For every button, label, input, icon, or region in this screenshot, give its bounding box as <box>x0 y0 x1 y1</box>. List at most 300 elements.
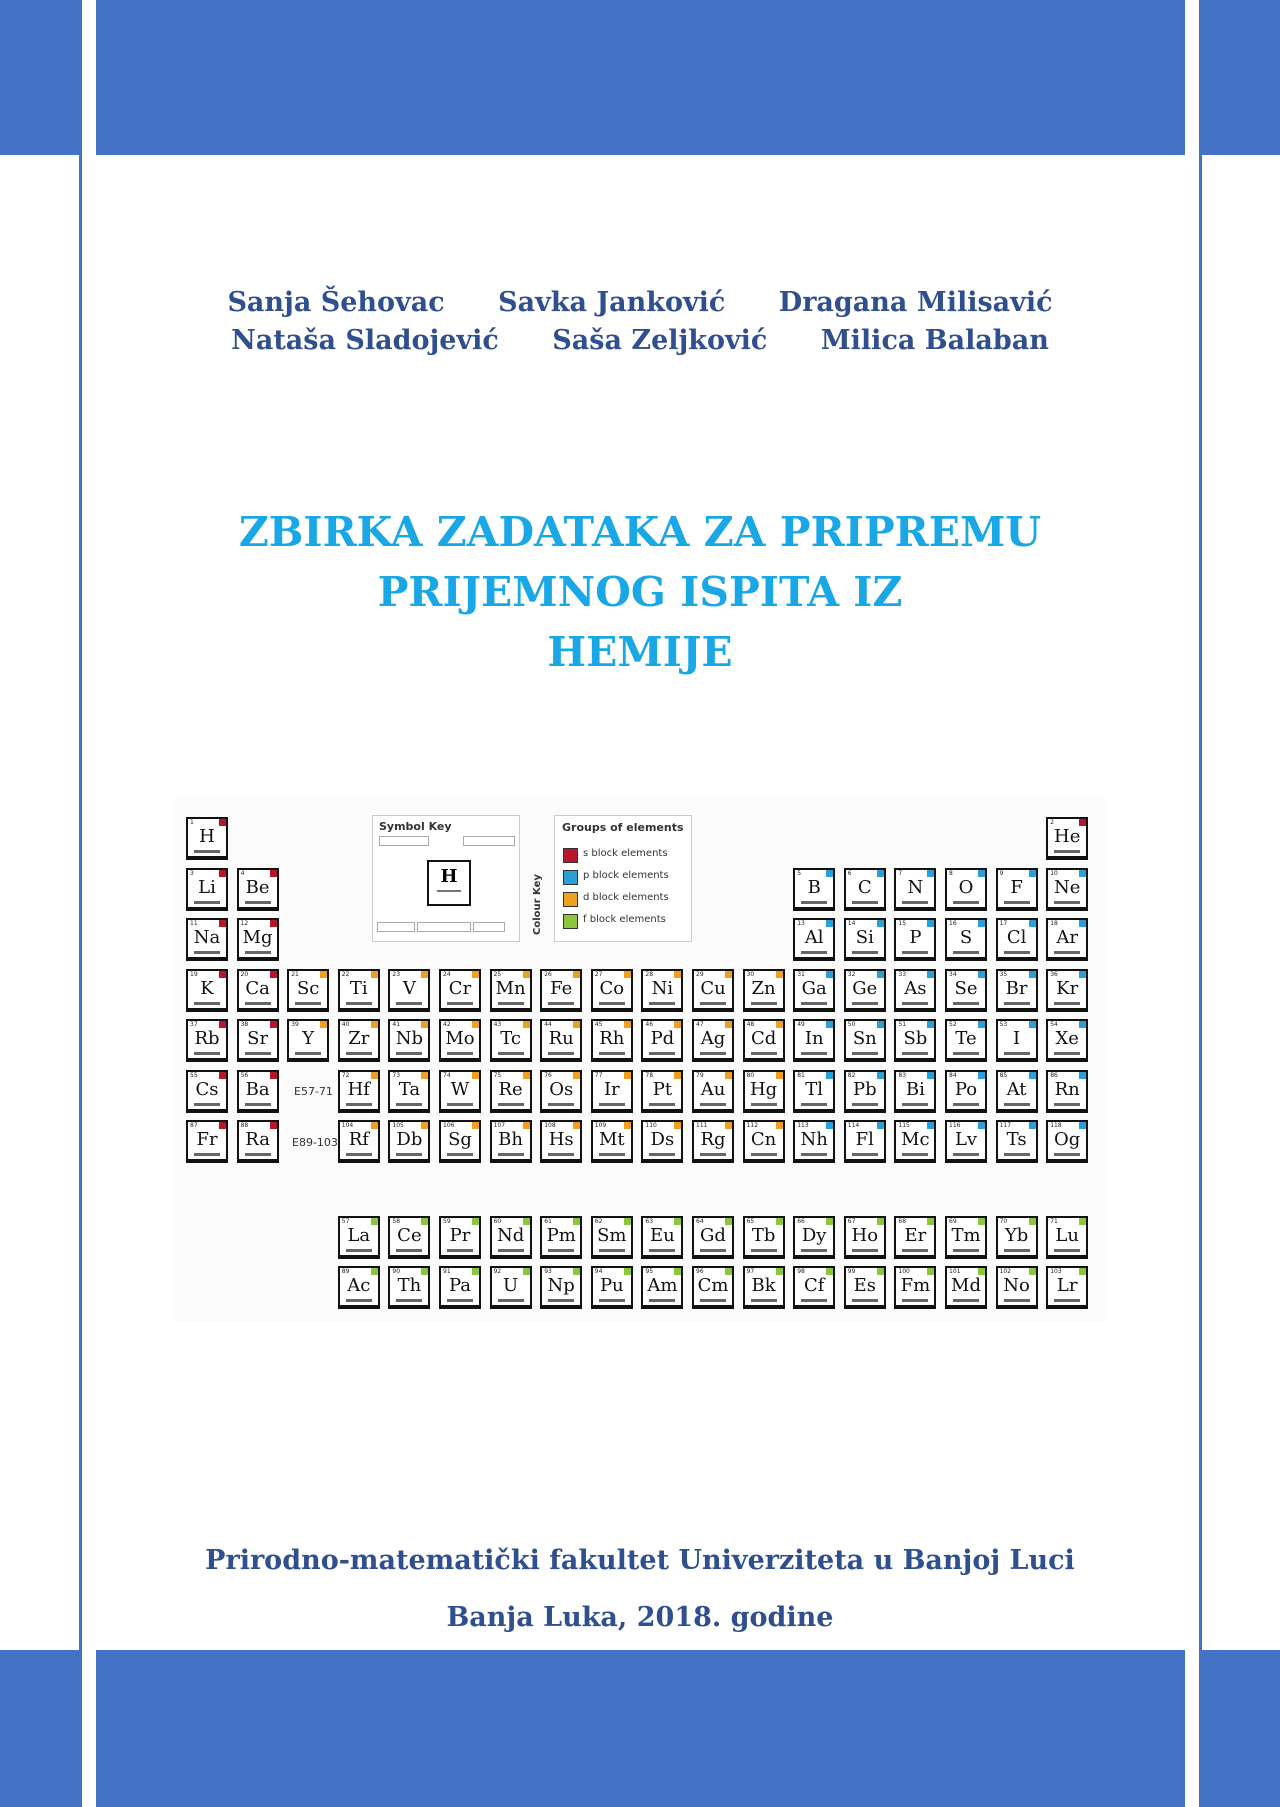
element-cell-xe <box>1046 1019 1088 1062</box>
atomic-number: 36 <box>1050 970 1058 978</box>
atomic-number: 11 <box>190 920 198 927</box>
element-name-line <box>751 1249 777 1252</box>
atomic-number: 4 <box>240 869 245 877</box>
block-color-marker <box>320 1021 327 1028</box>
element-cell-i <box>996 1019 1038 1062</box>
atomic-number: 93 <box>544 1268 552 1275</box>
element-symbol: Te <box>955 1028 977 1049</box>
element-cell-cl <box>996 918 1038 961</box>
element-cell-fe <box>540 969 582 1012</box>
atomic-number: 53 <box>999 1021 1008 1028</box>
element-cell-sb <box>894 1019 936 1062</box>
block-color-marker <box>725 1218 732 1225</box>
element-name-line <box>1054 1249 1080 1252</box>
element-symbol: Cr <box>448 977 472 999</box>
element-name-line <box>447 1299 473 1302</box>
block-color-marker <box>877 1218 884 1225</box>
element-symbol: Pb <box>852 1078 877 1100</box>
block-color-marker <box>927 870 934 877</box>
element-name-line <box>649 1052 675 1055</box>
atomic-number: 82 <box>847 1071 856 1079</box>
element-name-line <box>953 1299 979 1302</box>
element-symbol: Au <box>700 1078 726 1100</box>
element-name-line <box>1054 1153 1080 1156</box>
title-line-2: PRIJEMNOG ISPITA IZ <box>377 568 903 616</box>
element-name-line <box>1054 850 1080 853</box>
element-symbol: Pt <box>652 1078 673 1100</box>
atomic-number: 28 <box>645 970 654 978</box>
atomic-number: 83 <box>898 1071 907 1079</box>
element-name-line <box>751 1002 777 1005</box>
element-symbol: La <box>347 1225 371 1246</box>
element-name-line <box>1054 951 1080 954</box>
element-symbol: O <box>958 876 974 898</box>
atomic-number: 115 <box>898 1122 910 1129</box>
block-color-marker <box>776 1218 783 1225</box>
element-cell-mg <box>237 918 279 961</box>
element-symbol: Cl <box>1006 927 1027 948</box>
atomic-number: 46 <box>645 1021 654 1028</box>
block-color-marker <box>826 971 833 978</box>
block-color-marker <box>1029 1268 1036 1275</box>
element-name-line <box>194 951 220 954</box>
block-color-marker <box>270 920 277 927</box>
atomic-number: 102 <box>999 1268 1012 1275</box>
element-cell-c <box>844 868 886 911</box>
legend-label: d block elements <box>583 892 669 903</box>
element-name-line <box>700 1002 726 1005</box>
element-name-line <box>447 1002 473 1005</box>
block-color-marker <box>927 1072 934 1079</box>
atomic-number: 73 <box>392 1071 401 1079</box>
author: Nataša Sladojević <box>231 325 499 356</box>
element-cell-ti <box>338 969 380 1012</box>
block-color-marker <box>1079 1072 1086 1079</box>
element-name-line <box>902 1103 928 1106</box>
atomic-number: 100 <box>898 1268 910 1275</box>
element-cell-s <box>945 918 987 961</box>
atomic-number: 90 <box>392 1268 401 1275</box>
element-symbol: Li <box>198 876 216 898</box>
block-color-marker <box>624 1122 631 1129</box>
element-symbol: He <box>1054 826 1081 847</box>
element-symbol: Cu <box>700 977 726 999</box>
atomic-number: 84 <box>949 1071 957 1079</box>
element-cell-tm <box>945 1216 987 1259</box>
element-cell-mt <box>591 1120 633 1163</box>
atomic-number: 112 <box>746 1122 759 1129</box>
block-color-marker <box>1079 819 1086 826</box>
element-cell-cu <box>692 969 734 1012</box>
author: Savka Janković <box>498 287 726 318</box>
symbol-key-example-cell <box>427 860 471 906</box>
element-symbol: Db <box>396 1129 423 1150</box>
element-cell-fr <box>186 1120 228 1163</box>
element-cell-rn <box>1046 1070 1088 1113</box>
element-cell-nb <box>388 1019 430 1062</box>
element-symbol: Ba <box>245 1078 270 1100</box>
element-name-line <box>396 1249 422 1252</box>
element-cell-si <box>844 918 886 961</box>
element-symbol: Fr <box>196 1129 218 1150</box>
block-color-marker <box>1029 1072 1036 1079</box>
element-name-line <box>447 1249 473 1252</box>
element-cell-db <box>388 1120 430 1163</box>
block-color-marker <box>1029 1021 1036 1028</box>
element-cell-yb <box>996 1216 1038 1259</box>
element-name-line <box>801 1249 827 1252</box>
element-name-line <box>245 901 271 904</box>
legend-swatch <box>563 870 578 885</box>
block-color-marker <box>927 971 934 978</box>
element-name-line <box>700 1052 726 1055</box>
element-name-line <box>1004 1299 1030 1302</box>
author: Saša Zeljković <box>552 325 768 356</box>
atomic-number: 70 <box>999 1218 1008 1225</box>
atomic-number: 35 <box>999 970 1008 978</box>
block-color-marker <box>674 1122 681 1129</box>
element-name-line <box>447 1153 473 1156</box>
element-symbol: Eu <box>650 1225 675 1246</box>
element-symbol: B <box>807 876 821 898</box>
block-color-marker <box>1029 1122 1036 1129</box>
atomic-number: 13 <box>797 920 805 927</box>
block-color-marker <box>776 1021 783 1028</box>
element-name-line <box>801 1299 827 1302</box>
element-name-line <box>1054 1002 1080 1005</box>
element-cell-ar <box>1046 918 1088 961</box>
element-name-line <box>801 1153 827 1156</box>
element-cell-p <box>894 918 936 961</box>
title-line-1: ZBIRKA ZADATAKA ZA PRIPREMU <box>238 508 1042 556</box>
element-symbol: Ta <box>398 1078 421 1100</box>
element-symbol: Sr <box>247 1028 269 1049</box>
element-symbol: Si <box>855 927 874 948</box>
element-name-line <box>801 1052 827 1055</box>
element-cell-ce <box>388 1216 430 1259</box>
block-color-marker <box>1079 1021 1086 1028</box>
atomic-number: 41 <box>392 1021 401 1028</box>
element-cell-au <box>692 1070 734 1113</box>
element-cell-br <box>996 969 1038 1012</box>
element-cell-th <box>388 1266 430 1309</box>
block-color-marker <box>270 870 277 877</box>
block-color-marker <box>472 1122 479 1129</box>
element-cell-na <box>186 918 228 961</box>
atomic-number: 52 <box>949 1021 957 1028</box>
atomic-number: 79 <box>696 1071 704 1079</box>
element-symbol: Bh <box>498 1129 523 1150</box>
element-name-line <box>751 1052 777 1055</box>
element-cell-h <box>186 817 228 860</box>
element-name-line <box>953 1153 979 1156</box>
block-color-marker <box>624 1268 631 1275</box>
atomic-number: 23 <box>392 970 401 978</box>
element-name-line <box>953 1249 979 1252</box>
element-name-line <box>245 1052 271 1055</box>
block-color-marker <box>725 1021 732 1028</box>
element-cell-cs <box>186 1070 228 1113</box>
block-color-marker <box>674 1218 681 1225</box>
element-name-line <box>346 1249 372 1252</box>
element-symbol: Ru <box>548 1028 574 1049</box>
block-color-marker <box>472 971 479 978</box>
element-symbol: Mn <box>495 977 526 999</box>
element-name-line <box>852 1249 878 1252</box>
block-color-marker <box>219 920 226 927</box>
element-cell-sr <box>237 1019 279 1062</box>
place-date: Banja Luka, 2018. godine <box>446 1602 834 1633</box>
block-color-marker <box>219 1072 226 1079</box>
element-symbol: Hg <box>749 1078 778 1100</box>
element-name-line <box>801 1103 827 1106</box>
element-name-line <box>599 1103 625 1106</box>
periodic-table-illustration <box>174 797 1106 1322</box>
element-name-line <box>1054 1052 1080 1055</box>
element-symbol: Pm <box>546 1225 576 1246</box>
element-name-line <box>548 1153 574 1156</box>
element-symbol: Md <box>951 1275 981 1296</box>
block-color-marker <box>421 971 428 978</box>
element-name-line <box>1004 1249 1030 1252</box>
element-symbol: Bk <box>751 1275 776 1296</box>
element-cell-sm <box>591 1216 633 1259</box>
element-name-line <box>649 1103 675 1106</box>
element-symbol: Rh <box>599 1028 625 1049</box>
element-cell-cr <box>439 969 481 1012</box>
atomic-number: 43 <box>493 1021 502 1028</box>
block-color-marker <box>674 1021 681 1028</box>
element-cell-lr <box>1046 1266 1088 1309</box>
element-symbol: Dy <box>801 1225 827 1246</box>
element-cell-as <box>894 969 936 1012</box>
element-symbol: Ac <box>347 1275 371 1296</box>
element-name-line <box>902 1153 928 1156</box>
element-name-line <box>194 901 220 904</box>
element-cell-ru <box>540 1019 582 1062</box>
block-color-marker <box>624 971 631 978</box>
element-name-line <box>953 1052 979 1055</box>
element-cell-hs <box>540 1120 582 1163</box>
element-symbol: Pa <box>448 1275 472 1296</box>
element-name-line <box>194 1153 220 1156</box>
element-name-line <box>498 1052 524 1055</box>
element-symbol: Rg <box>700 1129 726 1150</box>
block-color-marker <box>826 1218 833 1225</box>
atomic-number: 94 <box>594 1268 603 1275</box>
block-color-marker <box>573 971 580 978</box>
atomic-number: 38 <box>240 1021 249 1028</box>
block-color-marker <box>674 1072 681 1079</box>
block-color-marker <box>1029 1218 1036 1225</box>
element-name-line <box>346 1153 372 1156</box>
element-cell-nh <box>793 1120 835 1163</box>
atomic-number: 45 <box>594 1021 603 1028</box>
atomic-number: 40 <box>341 1021 350 1028</box>
top-banner <box>96 0 1185 155</box>
element-cell-k <box>186 969 228 1012</box>
atomic-number: 113 <box>797 1122 809 1129</box>
element-symbol: Tm <box>951 1225 981 1246</box>
element-symbol: Ca <box>245 977 270 999</box>
element-symbol: At <box>1006 1078 1027 1100</box>
element-cell-n <box>894 868 936 911</box>
element-name-line <box>1004 1153 1030 1156</box>
element-symbol: Sn <box>852 1028 877 1049</box>
element-name-line <box>194 1052 220 1055</box>
atomic-number: 10 <box>1050 869 1058 877</box>
element-symbol: Am <box>647 1275 678 1296</box>
block-color-marker <box>472 1072 479 1079</box>
element-name-line <box>700 1153 726 1156</box>
element-cell-te <box>945 1019 987 1062</box>
element-cell-tb <box>743 1216 785 1259</box>
atomic-number: 63 <box>645 1218 654 1225</box>
element-cell-sg <box>439 1120 481 1163</box>
atomic-number: 67 <box>847 1218 856 1225</box>
block-color-marker <box>219 1122 226 1129</box>
element-symbol: Cf <box>803 1275 825 1296</box>
element-symbol: Ne <box>1053 876 1081 898</box>
element-symbol: Ho <box>851 1225 879 1246</box>
block-color-marker <box>826 920 833 927</box>
block-color-marker <box>624 1021 631 1028</box>
element-name-line <box>852 1153 878 1156</box>
atomic-number: 29 <box>696 970 704 978</box>
element-symbol: Ge <box>852 977 878 999</box>
element-name-line <box>548 1299 574 1302</box>
lanthanide-marker: E57-71 <box>294 1085 333 1098</box>
element-symbol: Be <box>245 876 270 898</box>
block-color-marker <box>978 870 985 877</box>
element-symbol: Es <box>853 1275 876 1296</box>
block-color-marker <box>573 1122 580 1129</box>
atomic-number: 6 <box>847 869 852 877</box>
element-cell-ba <box>237 1070 279 1113</box>
element-cell-ga <box>793 969 835 1012</box>
atomic-number: 104 <box>341 1122 354 1129</box>
element-symbol: Th <box>397 1275 422 1296</box>
element-name-line <box>245 951 271 954</box>
block-color-marker <box>624 1072 631 1079</box>
element-cell-ta <box>388 1070 430 1113</box>
block-color-marker <box>978 1072 985 1079</box>
block-color-marker <box>421 1122 428 1129</box>
element-symbol: Sb <box>903 1028 928 1049</box>
element-cell-zn <box>743 969 785 1012</box>
atomic-number: 117 <box>999 1122 1012 1129</box>
element-symbol: Pr <box>449 1225 471 1246</box>
element-name-line <box>1004 1103 1030 1106</box>
element-cell-la <box>338 1216 380 1259</box>
block-color-marker <box>674 971 681 978</box>
authors-row-1 <box>0 284 1280 322</box>
element-cell-ne <box>1046 868 1088 911</box>
block-color-marker <box>725 1268 732 1275</box>
atomic-number: 16 <box>949 920 957 927</box>
block-color-marker <box>624 1218 631 1225</box>
element-name-line <box>599 1002 625 1005</box>
element-cell-cm <box>692 1266 734 1309</box>
element-symbol: Os <box>549 1078 574 1100</box>
element-symbol: As <box>904 977 927 999</box>
atomic-number: 65 <box>746 1218 755 1225</box>
atomic-number: 74 <box>443 1071 451 1079</box>
element-symbol: Lr <box>1056 1275 1078 1296</box>
block-color-marker <box>270 971 277 978</box>
atomic-number: 89 <box>341 1268 350 1275</box>
block-color-marker <box>725 1122 732 1129</box>
element-cell-w <box>439 1070 481 1113</box>
block-color-marker <box>927 1122 934 1129</box>
element-name-line <box>194 1103 220 1106</box>
element-cell-cd <box>743 1019 785 1062</box>
block-color-marker <box>877 870 884 877</box>
atomic-number: 110 <box>645 1122 657 1129</box>
element-name-line <box>498 1002 524 1005</box>
atomic-number: 101 <box>949 1268 961 1275</box>
block-color-marker <box>270 1021 277 1028</box>
book-title <box>0 502 1280 682</box>
element-cell-ra <box>237 1120 279 1163</box>
atomic-number: 30 <box>746 970 755 978</box>
atomic-number: 15 <box>898 920 907 927</box>
right-bottom-block <box>1202 1650 1280 1807</box>
element-cell-es <box>844 1266 886 1309</box>
element-cell-pu <box>591 1266 633 1309</box>
block-color-marker <box>573 1218 580 1225</box>
atomic-number: 69 <box>949 1218 957 1225</box>
element-symbol: Ds <box>650 1129 675 1150</box>
block-color-marker <box>421 1218 428 1225</box>
atomic-number: 114 <box>847 1122 860 1129</box>
symbol-key-label-line <box>437 890 461 892</box>
element-symbol: Cs <box>195 1078 219 1100</box>
element-symbol: Sm <box>597 1225 627 1246</box>
element-symbol: N <box>907 876 924 898</box>
symbol-key-pointer-box <box>463 836 515 846</box>
element-cell-hf <box>338 1070 380 1113</box>
block-color-marker <box>1079 870 1086 877</box>
atomic-number: 48 <box>746 1021 755 1028</box>
element-symbol: Mo <box>445 1028 475 1049</box>
atomic-number: 91 <box>443 1268 451 1275</box>
block-color-marker <box>1079 971 1086 978</box>
atomic-number: 71 <box>1050 1218 1058 1225</box>
atomic-number: 55 <box>190 1071 198 1079</box>
element-symbol: Mt <box>598 1129 625 1150</box>
element-name-line <box>295 1002 321 1005</box>
element-name-line <box>245 1103 271 1106</box>
element-cell-pt <box>641 1070 683 1113</box>
element-name-line <box>902 1249 928 1252</box>
atomic-number: 76 <box>544 1071 552 1079</box>
right-top-block <box>1202 0 1280 155</box>
element-symbol: Fe <box>550 977 573 999</box>
atomic-number: 18 <box>1050 920 1058 927</box>
element-symbol: Xe <box>1055 1028 1079 1049</box>
element-name-line <box>953 1103 979 1106</box>
element-name-line <box>396 1002 422 1005</box>
block-color-marker <box>978 1268 985 1275</box>
block-color-marker <box>472 1218 479 1225</box>
block-color-marker <box>978 920 985 927</box>
element-symbol: Og <box>1054 1129 1081 1150</box>
element-cell-kr <box>1046 969 1088 1012</box>
atomic-number: 39 <box>291 1021 299 1028</box>
atomic-number: 3 <box>190 869 194 877</box>
element-cell-ac <box>338 1266 380 1309</box>
